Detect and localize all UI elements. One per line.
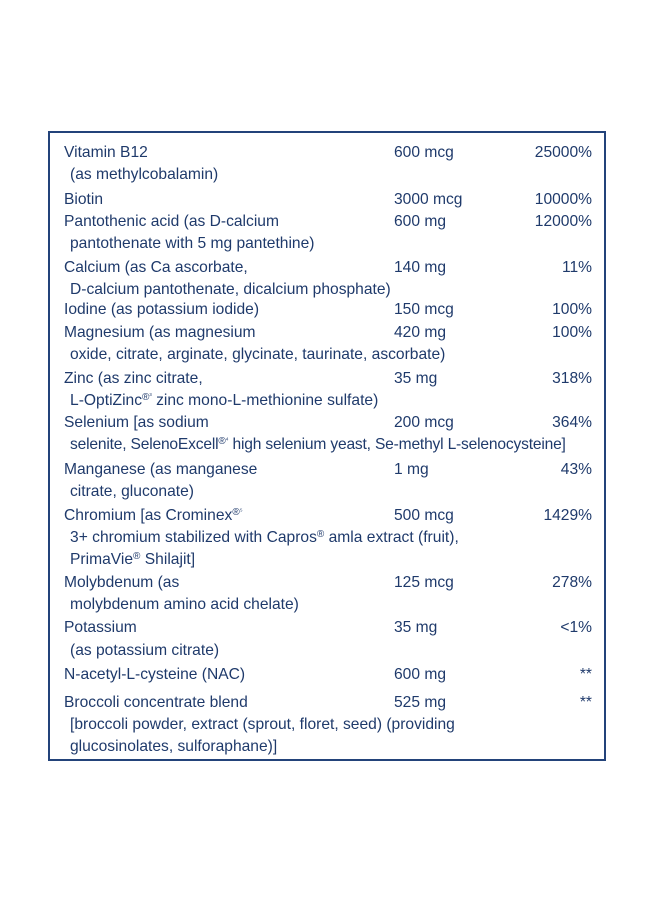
nutrient-name: Vitamin B12 <box>64 144 148 161</box>
nutrient-daily-value: ** <box>579 666 592 683</box>
nutrient-amount: 35 mg <box>394 619 438 636</box>
nutrient-name: Molybdenum (as <box>64 574 180 591</box>
nutrient-daily-value: 25000% <box>534 144 592 161</box>
nutrient-description: 3+ chromium stabilized with Capros® amla extract (fruit), <box>70 529 459 546</box>
nutrient-amount: 1 mg <box>394 461 429 478</box>
nutrient-name: Broccoli concentrate blend <box>64 694 248 711</box>
nutrient-description: glucosinolates, sulforaphane)] <box>70 738 278 755</box>
nutrient-name: Iodine (as potassium iodide) <box>64 301 260 318</box>
nutrient-description: PrimaVie® Shilajit] <box>70 551 196 568</box>
nutrient-daily-value: ** <box>579 694 592 711</box>
nutrient-name: Magnesium (as magnesium <box>64 324 256 341</box>
nutrient-daily-value: 43% <box>560 461 592 478</box>
nutrient-amount: 500 mcg <box>394 507 454 524</box>
nutrient-amount: 600 mcg <box>394 144 454 161</box>
nutrient-description: (as potassium citrate) <box>70 642 220 659</box>
nutrient-description: citrate, gluconate) <box>70 483 194 500</box>
nutrient-name: Manganese (as manganese <box>64 461 258 478</box>
nutrient-daily-value: 100% <box>552 301 592 318</box>
nutrient-description: L-OptiZinc$^{®^3}$ zinc mono-L-methionine sulfate) <box>70 392 379 409</box>
nutrient-daily-value: 100% <box>552 324 592 341</box>
nutrient-daily-value: 1429% <box>543 507 592 524</box>
nutrient-name: Zinc (as zinc citrate, <box>64 370 203 387</box>
nutrient-description: oxide, citrate, arginate, glycinate, taurinate, ascorbate) <box>70 346 446 363</box>
nutrient-amount: 150 mcg <box>394 301 454 318</box>
nutrient-name: N-acetyl-L-cysteine (NAC) <box>64 666 246 683</box>
nutrient-amount: 525 mg <box>394 694 447 711</box>
nutrient-daily-value: 11% <box>561 259 592 276</box>
nutrient-daily-value: 364% <box>552 414 592 431</box>
nutrient-name: Biotin <box>64 191 104 208</box>
nutrient-amount: 125 mcg <box>394 574 454 591</box>
nutrient-description: D-calcium pantothenate, dicalcium phosphate) <box>70 281 391 298</box>
nutrient-amount: 600 mg <box>394 213 447 230</box>
nutrient-description: [broccoli powder, extract (sprout, floret, seed) (providing <box>70 716 455 733</box>
nutrient-name: Selenium [as sodium <box>64 414 209 431</box>
nutrient-daily-value: 12000% <box>534 213 592 230</box>
nutrient-name: Pantothenic acid (as D-calcium <box>64 213 279 230</box>
nutrient-name: Chromium [as Crominex$^{®^5}$ <box>64 507 243 524</box>
nutrient-amount: 140 mg <box>394 259 447 276</box>
nutrient-description: (as methylcobalamin) <box>70 166 219 183</box>
supplement-facts-panel <box>48 131 606 761</box>
nutrient-description: pantothenate with 5 mg pantethine) <box>70 235 315 252</box>
nutrient-daily-value: 10000% <box>534 191 592 208</box>
nutrient-name: Calcium (as Ca ascorbate, <box>64 259 248 276</box>
nutrient-amount: 35 mg <box>394 370 438 387</box>
nutrient-amount: 420 mg <box>394 324 447 341</box>
nutrient-amount: 200 mcg <box>394 414 454 431</box>
nutrient-daily-value: 278% <box>552 574 592 591</box>
nutrient-description: selenite, SelenoExcell$^{®^4}$ high selenium yeast, Se-methyl L-selenocysteine] <box>70 436 566 453</box>
nutrient-amount: 3000 mcg <box>394 191 463 208</box>
nutrient-daily-value: 318% <box>552 370 592 387</box>
nutrient-daily-value: <1% <box>560 619 592 636</box>
nutrient-description: molybdenum amino acid chelate) <box>70 596 299 613</box>
nutrient-name: Potassium <box>64 619 137 636</box>
nutrient-amount: 600 mg <box>394 666 447 683</box>
